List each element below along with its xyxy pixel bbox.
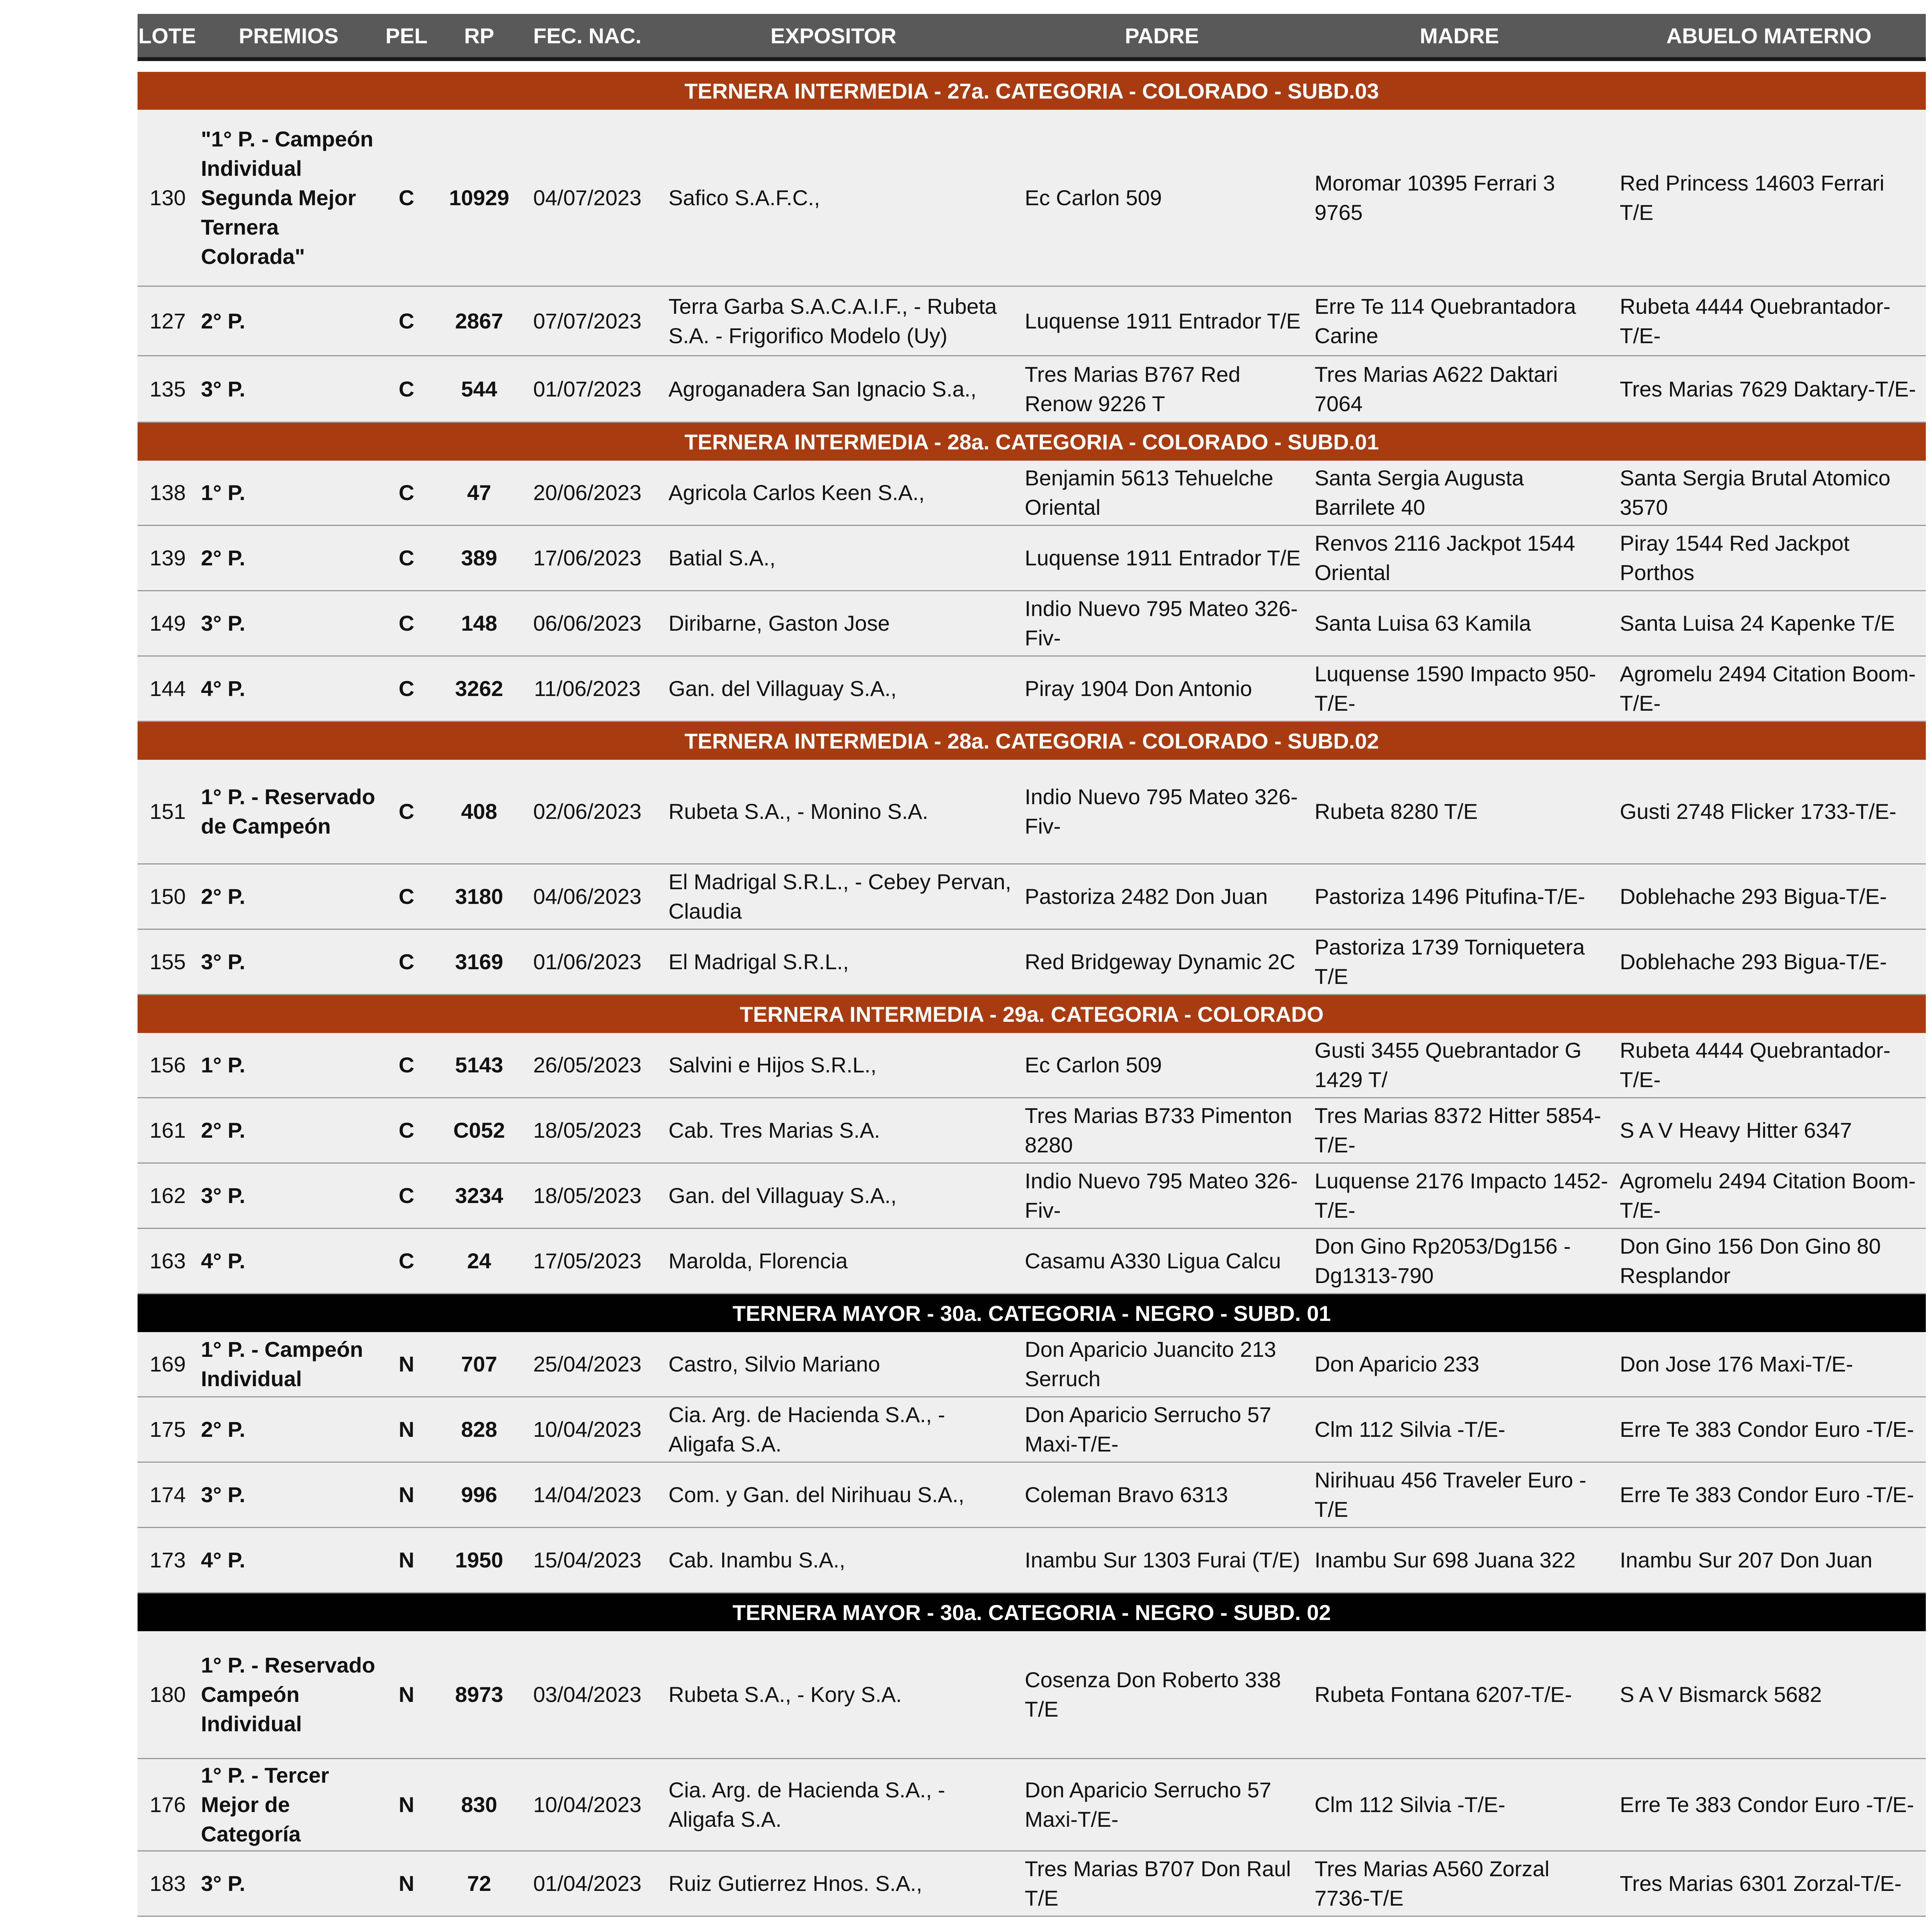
padre-cell: Tres Marias B733 Pimenton 8280 (1017, 1098, 1307, 1163)
section-header (138, 422, 1926, 461)
fec-nac-cell: 17/06/2023 (525, 526, 650, 591)
fec-nac-cell: 04/07/2023 (525, 110, 650, 286)
abuelo-materno-cell: Rubeta 4444 Quebrantador-T/E- (1612, 1033, 1926, 1098)
premio-cell: 3° P. (198, 1462, 379, 1528)
rp-cell: 72 (434, 1851, 525, 1916)
padre-cell: Tres Marias B767 Red Renow 9226 T (1017, 356, 1307, 422)
table-row (138, 1033, 1926, 1098)
pel-cell: C (379, 110, 434, 286)
pel-cell: C (379, 526, 434, 591)
expositor-cell: Terra Garba S.A.C.A.I.F., - Rubeta S.A. - Frigorifico Modelo (Uy) (650, 286, 1017, 356)
abuelo-materno-cell: Doblehache 293 Bigua-T/E- (1612, 929, 1926, 995)
expositor-cell: El Madrigal S.R.L., - Cebey Pervan, Claudia (650, 864, 1017, 929)
section-title: TERNERA INTERMEDIA - 28a. CATEGORIA - COLORADO - SUBD.01 (138, 422, 1926, 461)
premio-cell: 4° P. (198, 656, 379, 722)
table-header (138, 14, 1926, 59)
header-rp: RP (434, 14, 525, 59)
lote-cell: 176 (138, 1759, 198, 1851)
madre-cell: Pastoriza 1496 Pitufina-T/E- (1307, 864, 1612, 929)
expositor-cell: Cia. Arg. de Hacienda S.A., - Aligafa S.A. (650, 1397, 1017, 1462)
padre-cell: Indio Nuevo 795 Mateo 326-Fiv- (1017, 591, 1307, 656)
fec-nac-cell: 26/05/2023 (525, 1033, 650, 1098)
expositor-cell: Marolda, Florencia (650, 1229, 1017, 1294)
header-pel: PEL (379, 14, 434, 59)
header-fec-nac: FEC. NAC. (525, 14, 650, 59)
padre-cell: Benjamin 5613 Tehuelche Oriental (1017, 461, 1307, 526)
pel-cell: C (379, 1163, 434, 1229)
fec-nac-cell: 06/06/2023 (525, 591, 650, 656)
lote-cell: 139 (138, 526, 198, 591)
padre-cell: Piray 1904 Don Antonio (1017, 656, 1307, 722)
padre-cell: Indio Nuevo 795 Mateo 326-Fiv- (1017, 760, 1307, 864)
madre-cell: Don Gino Rp2053/Dg156 -Dg1313-790 (1307, 1229, 1612, 1294)
table-row (138, 760, 1926, 864)
abuelo-materno-cell: Don Gino 156 Don Gino 80 Resplandor (1612, 1229, 1926, 1294)
padre-cell: Inambu Sur 1303 Furai (T/E) (1017, 1528, 1307, 1593)
section-title: TERNERA MAYOR - 30a. CATEGORIA - NEGRO - SUBD. 01 (138, 1294, 1926, 1332)
fec-nac-cell: 01/07/2023 (525, 356, 650, 422)
pel-cell: C (379, 1229, 434, 1294)
pel-cell: N (379, 1851, 434, 1916)
madre-cell: Luquense 1590 Impacto 950-T/E- (1307, 656, 1612, 722)
pel-cell: N (379, 1397, 434, 1462)
table-row (138, 286, 1926, 356)
section-title: TERNERA MAYOR - 30a. CATEGORIA - NEGRO - SUBD. 02 (138, 1593, 1926, 1632)
lote-cell: 155 (138, 929, 198, 995)
premio-cell: 3° P. (198, 929, 379, 995)
section-title: TERNERA INTERMEDIA - 27a. CATEGORIA - COLORADO - SUBD.03 (138, 72, 1926, 110)
abuelo-materno-cell: Red Princess 14603 Ferrari T/E (1612, 110, 1926, 286)
expositor-cell: Com. y Gan. del Nirihuau S.A., (650, 1462, 1017, 1528)
madre-cell: Santa Sergia Augusta Barrilete 40 (1307, 461, 1612, 526)
rp-cell: 544 (434, 356, 525, 422)
fec-nac-cell: 18/05/2023 (525, 1163, 650, 1229)
pel-cell: N (379, 1631, 434, 1759)
padre-cell: Ec Carlon 509 (1017, 1033, 1307, 1098)
lote-cell: 150 (138, 864, 198, 929)
table-row (138, 1759, 1926, 1851)
rp-cell: 10929 (434, 110, 525, 286)
fec-nac-cell: 14/04/2023 (525, 1462, 650, 1528)
expositor-cell: Safico S.A.F.C., (650, 110, 1017, 286)
padre-cell: Luquense 1911 Entrador T/E (1017, 286, 1307, 356)
rp-cell: 3169 (434, 929, 525, 995)
fec-nac-cell: 10/04/2023 (525, 1397, 650, 1462)
abuelo-materno-cell: Inambu Sur 207 Don Juan (1612, 1528, 1926, 1593)
abuelo-materno-cell: Erre Te 383 Condor Euro -T/E- (1612, 1759, 1926, 1851)
fec-nac-cell: 25/04/2023 (525, 1332, 650, 1397)
pel-cell: N (379, 1462, 434, 1528)
fec-nac-cell: 03/04/2023 (525, 1631, 650, 1759)
abuelo-materno-cell: Agromelu 2494 Citation Boom-T/E- (1612, 1163, 1926, 1229)
padre-cell: Cosenza Don Roberto 338 T/E (1017, 1631, 1307, 1759)
pel-cell: N (379, 1759, 434, 1851)
rp-cell: 2867 (434, 286, 525, 356)
section-title: TERNERA INTERMEDIA - 29a. CATEGORIA - COLORADO (138, 995, 1926, 1033)
table-row (138, 1631, 1926, 1759)
lote-cell: 149 (138, 591, 198, 656)
premio-cell: 4° P. (198, 1528, 379, 1593)
table-row (138, 356, 1926, 422)
padre-cell: Don Aparicio Serrucho 57 Maxi-T/E- (1017, 1397, 1307, 1462)
lote-cell: 175 (138, 1397, 198, 1462)
pel-cell: C (379, 286, 434, 356)
pel-cell: C (379, 864, 434, 929)
abuelo-materno-cell: Piray 1544 Red Jackpot Porthos (1612, 526, 1926, 591)
table-row (138, 526, 1926, 591)
madre-cell: Renvos 2116 Jackpot 1544 Oriental (1307, 526, 1612, 591)
abuelo-materno-cell: Don Jose 176 Maxi-T/E- (1612, 1332, 1926, 1397)
madre-cell: Erre Te 114 Quebrantadora Carine (1307, 286, 1612, 356)
premio-cell: 1° P. - Campeón Individual (198, 1332, 379, 1397)
lote-cell: 174 (138, 1462, 198, 1528)
expositor-cell: Castro, Silvio Mariano (650, 1332, 1017, 1397)
rp-cell: 148 (434, 591, 525, 656)
expositor-cell: Cia. Arg. de Hacienda S.A., - Aligafa S.A. (650, 1759, 1017, 1851)
abuelo-materno-cell: Santa Luisa 24 Kapenke T/E (1612, 591, 1926, 656)
spacer-cell (138, 59, 1926, 72)
fec-nac-cell: 11/06/2023 (525, 656, 650, 722)
madre-cell: Rubeta 8280 T/E (1307, 760, 1612, 864)
section-header (138, 995, 1926, 1033)
rp-cell: 5143 (434, 1033, 525, 1098)
rp-cell: 996 (434, 1462, 525, 1528)
header-premios: PREMIOS (198, 14, 379, 59)
table-row (138, 864, 1926, 929)
rp-cell: 707 (434, 1332, 525, 1397)
results-table (138, 14, 1926, 1917)
table-row (138, 110, 1926, 286)
pel-cell: C (379, 929, 434, 995)
table-row (138, 461, 1926, 526)
section-header (138, 72, 1926, 110)
padre-cell: Indio Nuevo 795 Mateo 326-Fiv- (1017, 1163, 1307, 1229)
abuelo-materno-cell: S A V Heavy Hitter 6347 (1612, 1098, 1926, 1163)
abuelo-materno-cell: Tres Marias 6301 Zorzal-T/E- (1612, 1851, 1926, 1916)
padre-cell: Don Aparicio Serrucho 57 Maxi-T/E- (1017, 1759, 1307, 1851)
fec-nac-cell: 15/04/2023 (525, 1528, 650, 1593)
premio-cell: 1° P. - Tercer Mejor de Categoría (198, 1759, 379, 1851)
padre-cell: Pastoriza 2482 Don Juan (1017, 864, 1307, 929)
lote-cell: 156 (138, 1033, 198, 1098)
expositor-cell: Salvini e Hijos S.R.L., (650, 1033, 1017, 1098)
premio-cell: 3° P. (198, 591, 379, 656)
premio-cell: 2° P. (198, 1397, 379, 1462)
madre-cell: Don Aparicio 233 (1307, 1332, 1612, 1397)
lote-cell: 173 (138, 1528, 198, 1593)
premio-cell: 1° P. - Reservado Campeón Individual (198, 1631, 379, 1759)
madre-cell: Clm 112 Silvia -T/E- (1307, 1397, 1612, 1462)
fec-nac-cell: 04/06/2023 (525, 864, 650, 929)
pel-cell: C (379, 760, 434, 864)
lote-cell: 135 (138, 356, 198, 422)
lote-cell: 144 (138, 656, 198, 722)
madre-cell: Luquense 2176 Impacto 1452-T/E- (1307, 1163, 1612, 1229)
table-row (138, 1851, 1926, 1916)
madre-cell: Tres Marias 8372 Hitter 5854-T/E- (1307, 1098, 1612, 1163)
header-expositor: EXPOSITOR (650, 14, 1017, 59)
pel-cell: C (379, 1033, 434, 1098)
abuelo-materno-cell: Santa Sergia Brutal Atomico 3570 (1612, 461, 1926, 526)
premio-cell: 2° P. (198, 864, 379, 929)
pel-cell: N (379, 1332, 434, 1397)
premio-cell: 1° P. (198, 1033, 379, 1098)
table-row (138, 1462, 1926, 1528)
premio-cell: 1° P. - Reservado de Campeón (198, 760, 379, 864)
lote-cell: 138 (138, 461, 198, 526)
premio-cell: 3° P. (198, 1163, 379, 1229)
rp-cell: 3180 (434, 864, 525, 929)
table-row (138, 591, 1926, 656)
expositor-cell: El Madrigal S.R.L., (650, 929, 1017, 995)
rp-cell: 389 (434, 526, 525, 591)
table-body (138, 59, 1926, 1916)
rp-cell: 3262 (434, 656, 525, 722)
pel-cell: N (379, 1528, 434, 1593)
madre-cell: Clm 112 Silvia -T/E- (1307, 1759, 1612, 1851)
rp-cell: 24 (434, 1229, 525, 1294)
abuelo-materno-cell: Agromelu 2494 Citation Boom-T/E- (1612, 656, 1926, 722)
madre-cell: Nirihuau 456 Traveler Euro - T/E (1307, 1462, 1612, 1528)
rp-cell: C052 (434, 1098, 525, 1163)
expositor-cell: Cab. Tres Marias S.A. (650, 1098, 1017, 1163)
padre-cell: Luquense 1911 Entrador T/E (1017, 526, 1307, 591)
table-row (138, 1332, 1926, 1397)
premio-cell: 4° P. (198, 1229, 379, 1294)
madre-cell: Gusti 3455 Quebrantador G 1429 T/ (1307, 1033, 1612, 1098)
table-row (138, 1098, 1926, 1163)
expositor-cell: Gan. del Villaguay S.A., (650, 1163, 1017, 1229)
table-row (138, 656, 1926, 722)
lote-cell: 163 (138, 1229, 198, 1294)
expositor-cell: Gan. del Villaguay S.A., (650, 656, 1017, 722)
pel-cell: C (379, 461, 434, 526)
premio-cell: 3° P. (198, 1851, 379, 1916)
premio-cell: 2° P. (198, 1098, 379, 1163)
padre-cell: Coleman Bravo 6313 (1017, 1462, 1307, 1528)
expositor-cell: Agroganadera San Ignacio S.a., (650, 356, 1017, 422)
abuelo-materno-cell: Erre Te 383 Condor Euro -T/E- (1612, 1397, 1926, 1462)
fec-nac-cell: 10/04/2023 (525, 1759, 650, 1851)
madre-cell: Tres Marias A622 Daktari 7064 (1307, 356, 1612, 422)
header-padre: PADRE (1017, 14, 1307, 59)
abuelo-materno-cell: Doblehache 293 Bigua-T/E- (1612, 864, 1926, 929)
header-lote: LOTE (138, 14, 198, 59)
premio-cell: 2° P. (198, 286, 379, 356)
abuelo-materno-cell: Erre Te 383 Condor Euro -T/E- (1612, 1462, 1926, 1528)
padre-cell: Don Aparicio Juancito 213 Serruch (1017, 1332, 1307, 1397)
lote-cell: 162 (138, 1163, 198, 1229)
rp-cell: 3234 (434, 1163, 525, 1229)
header-madre: MADRE (1307, 14, 1612, 59)
expositor-cell: Diribarne, Gaston Jose (650, 591, 1017, 656)
rp-cell: 1950 (434, 1528, 525, 1593)
lote-cell: 130 (138, 110, 198, 286)
table-row (138, 1397, 1926, 1462)
lote-cell: 127 (138, 286, 198, 356)
table-row (138, 1163, 1926, 1229)
abuelo-materno-cell: Rubeta 4444 Quebrantador-T/E- (1612, 286, 1926, 356)
section-header (138, 722, 1926, 760)
table-row (138, 929, 1926, 995)
madre-cell: Moromar 10395 Ferrari 3 9765 (1307, 110, 1612, 286)
pel-cell: C (379, 656, 434, 722)
lote-cell: 151 (138, 760, 198, 864)
madre-cell: Santa Luisa 63 Kamila (1307, 591, 1612, 656)
pel-cell: C (379, 591, 434, 656)
rp-cell: 408 (434, 760, 525, 864)
fec-nac-cell: 02/06/2023 (525, 760, 650, 864)
header-abuelo-materno: ABUELO MATERNO (1612, 14, 1926, 59)
pel-cell: C (379, 356, 434, 422)
padre-cell: Ec Carlon 509 (1017, 110, 1307, 286)
expositor-cell: Batial S.A., (650, 526, 1017, 591)
madre-cell: Inambu Sur 698 Juana 322 (1307, 1528, 1612, 1593)
abuelo-materno-cell: S A V Bismarck 5682 (1612, 1631, 1926, 1759)
expositor-cell: Ruiz Gutierrez Hnos. S.A., (650, 1851, 1017, 1916)
lote-cell: 169 (138, 1332, 198, 1397)
table-row (138, 1229, 1926, 1294)
lote-cell: 183 (138, 1851, 198, 1916)
abuelo-materno-cell: Tres Marias 7629 Daktary-T/E- (1612, 356, 1926, 422)
table-row (138, 1528, 1926, 1593)
rp-cell: 47 (434, 461, 525, 526)
madre-cell: Tres Marias A560 Zorzal 7736-T/E (1307, 1851, 1612, 1916)
expositor-cell: Rubeta S.A., - Kory S.A. (650, 1631, 1017, 1759)
abuelo-materno-cell: Gusti 2748 Flicker 1733-T/E- (1612, 760, 1926, 864)
padre-cell: Red Bridgeway Dynamic 2C (1017, 929, 1307, 995)
fec-nac-cell: 01/04/2023 (525, 1851, 650, 1916)
premio-cell: "1° P. - Campeón Individual Segunda Mejor Ternera Colorada" (198, 110, 379, 286)
section-header (138, 1593, 1926, 1632)
padre-cell: Tres Marias B707 Don Raul T/E (1017, 1851, 1307, 1916)
expositor-cell: Rubeta S.A., - Monino S.A. (650, 760, 1017, 864)
rp-cell: 830 (434, 1759, 525, 1851)
pel-cell: C (379, 1098, 434, 1163)
fec-nac-cell: 01/06/2023 (525, 929, 650, 995)
madre-cell: Pastoriza 1739 Torniquetera T/E (1307, 929, 1612, 995)
fec-nac-cell: 07/07/2023 (525, 286, 650, 356)
rp-cell: 8973 (434, 1631, 525, 1759)
header-spacer (138, 59, 1926, 72)
expositor-cell: Cab. Inambu S.A., (650, 1528, 1017, 1593)
premio-cell: 2° P. (198, 526, 379, 591)
madre-cell: Rubeta Fontana 6207-T/E- (1307, 1631, 1612, 1759)
premio-cell: 3° P. (198, 356, 379, 422)
fec-nac-cell: 17/05/2023 (525, 1229, 650, 1294)
rp-cell: 828 (434, 1397, 525, 1462)
fec-nac-cell: 18/05/2023 (525, 1098, 650, 1163)
lote-cell: 161 (138, 1098, 198, 1163)
padre-cell: Casamu A330 Ligua Calcu (1017, 1229, 1307, 1294)
premio-cell: 1° P. (198, 461, 379, 526)
section-header (138, 1294, 1926, 1332)
section-title: TERNERA INTERMEDIA - 28a. CATEGORIA - COLORADO - SUBD.02 (138, 722, 1926, 760)
expositor-cell: Agricola Carlos Keen S.A., (650, 461, 1017, 526)
fec-nac-cell: 20/06/2023 (525, 461, 650, 526)
lote-cell: 180 (138, 1631, 198, 1759)
